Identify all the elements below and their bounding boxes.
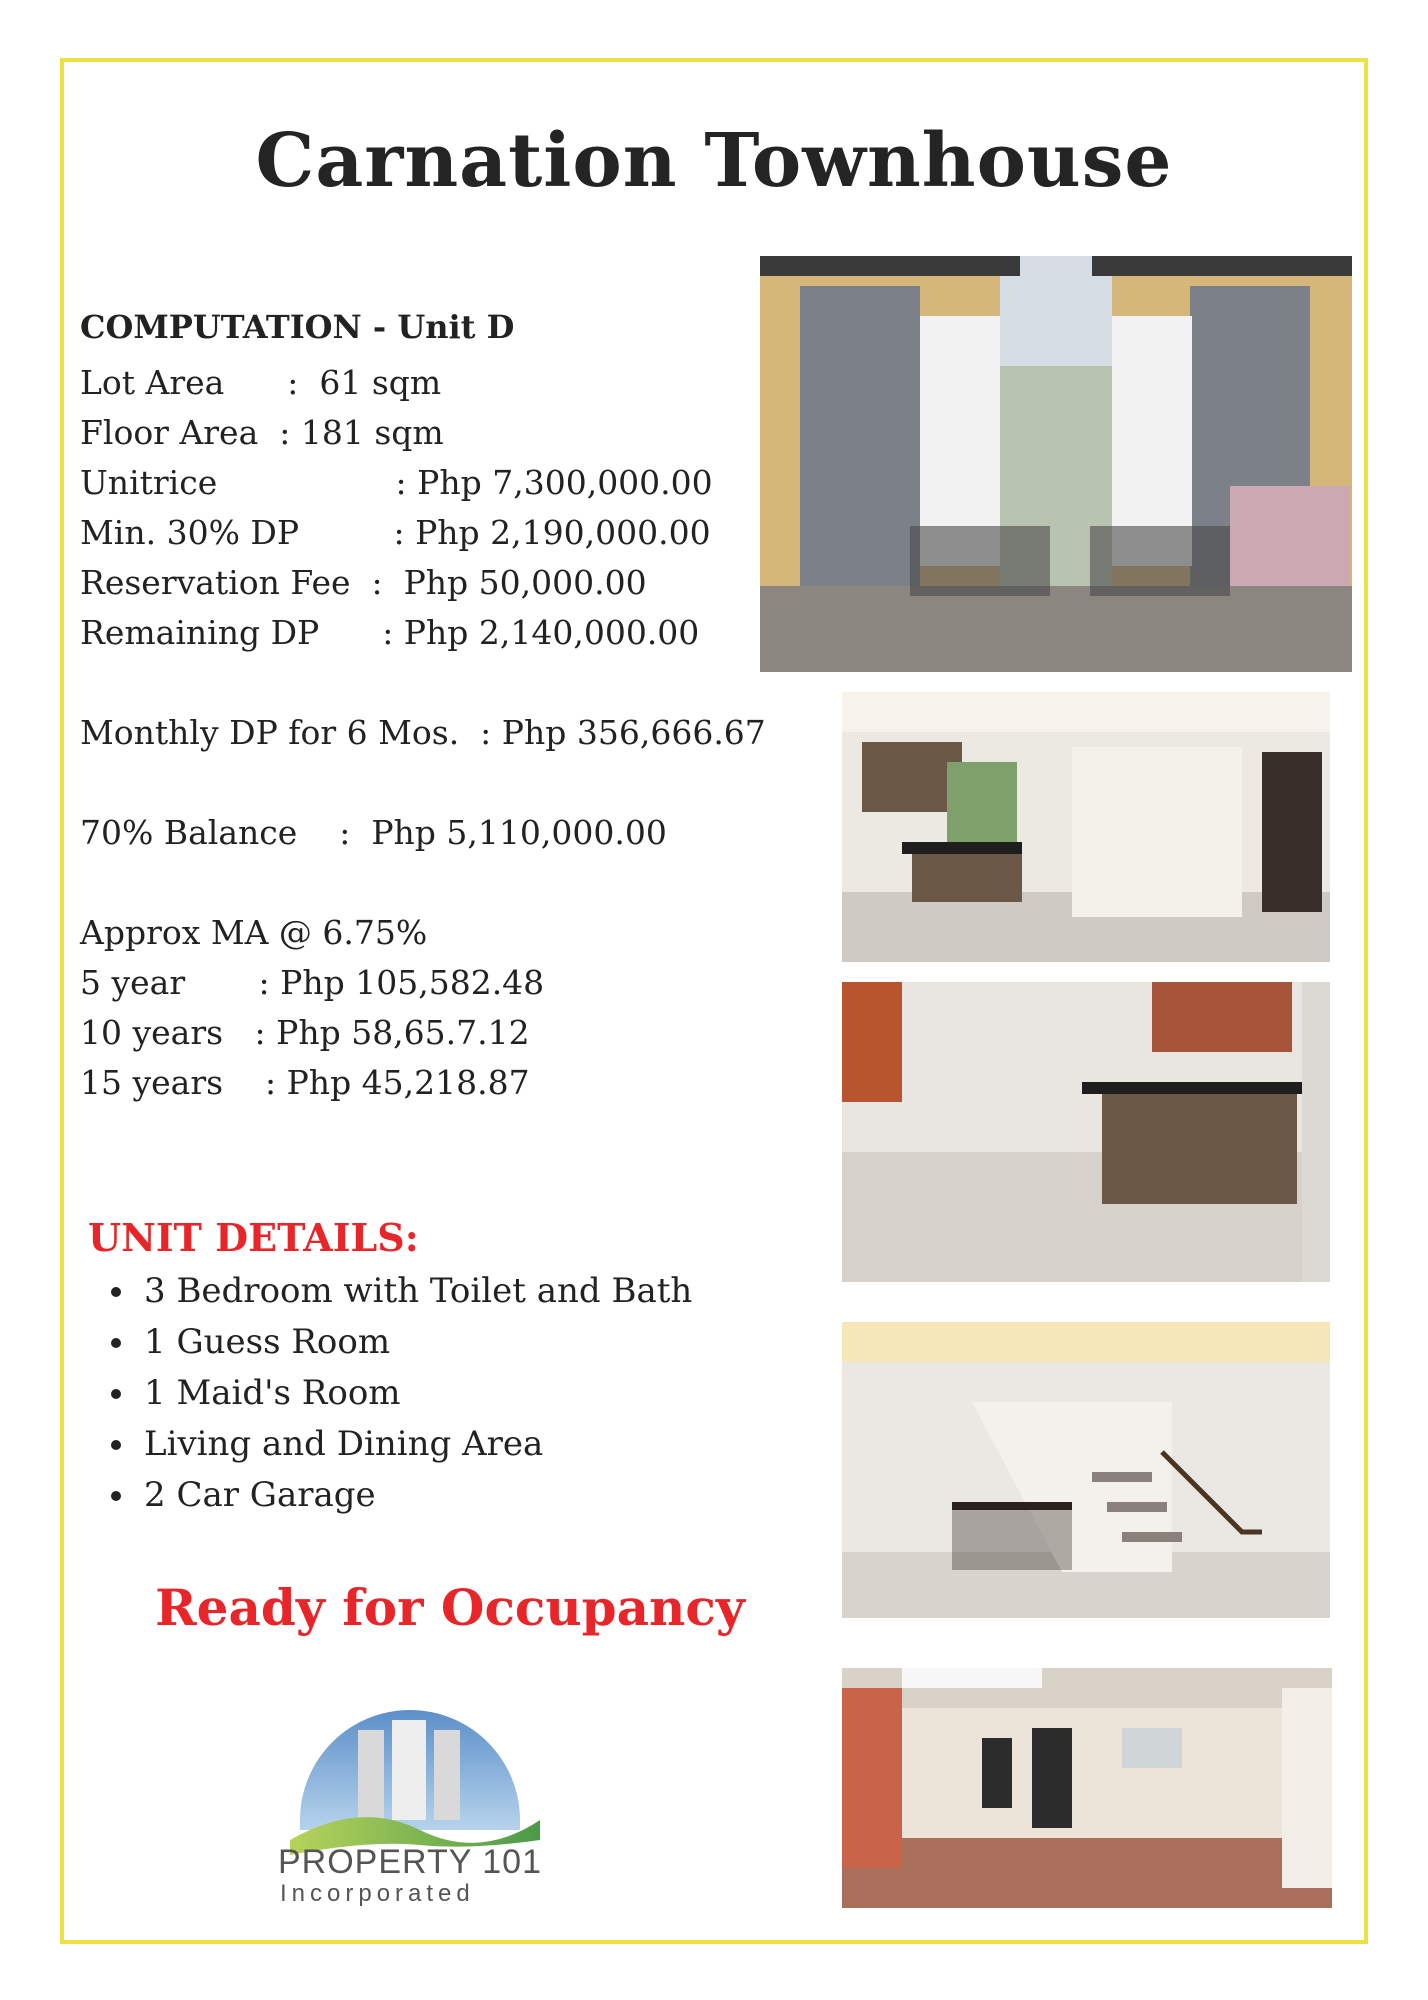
logo-name: PROPERTY 101 [278,1843,542,1881]
list-item: • 1 Guess Room [138,1317,768,1368]
lot-area-row [80,358,760,408]
ma-5-label: 5 year [80,963,259,1002]
ma-10-row [80,1008,760,1058]
list-item: • Living and Dining Area [138,1419,768,1470]
remaining-dp-label: Remaining DP [80,613,383,652]
ma-5-row [80,958,760,1008]
unit-details-heading: UNIT DETAILS: [88,1215,419,1260]
unit-price-label: Unitrice [80,463,396,502]
floor-area-row [80,408,760,458]
balance-label: 70% Balance : [80,813,351,852]
ma-15-label: 15 years [80,1063,265,1102]
min-dp-value: : Php 2,190,000.00 [393,513,711,552]
min-dp-label: Min. 30% DP [80,513,394,552]
balance-row [80,808,760,858]
floor-area-value: 181 sqm [290,413,444,452]
staircase-photo [842,1322,1330,1618]
reservation-fee-label: Reservation Fee : [80,563,383,602]
ma-5-value: : Php 105,582.48 [258,963,545,1002]
list-item: • 1 Maid's Room [138,1368,768,1419]
unit-details-section [88,1210,768,1521]
unit-price-value: : Php 7,300,000.00 [395,463,713,502]
ma-10-value: : Php 58,65.7.12 [254,1013,530,1052]
garage-photo [842,1668,1332,1908]
reservation-fee-row [80,558,760,608]
monthly-dp-value: : Php 356,666.67 [480,713,766,752]
computation-heading: COMPUTATION - Unit D [80,308,515,346]
ma-15-row [80,1058,760,1108]
ready-for-occupancy: Ready for Occupancy [155,1578,745,1637]
monthly-dp-label: Monthly DP for 6 Mos. [80,713,481,752]
computation-section [80,302,766,1108]
building-exterior-photo [760,256,1352,672]
logo-subtitle: Incorporated [280,1880,475,1907]
balance-value: Php 5,110,000.00 [350,813,667,852]
monthly-dp-row [80,708,766,758]
ma-heading: Approx MA @ 6.75% [80,913,428,952]
reservation-fee-value: Php 50,000.00 [382,563,647,602]
remaining-dp-value: : Php 2,140,000.00 [382,613,700,652]
ma-15-value: : Php 45,218.87 [265,1063,530,1102]
min-dp-row [80,508,760,558]
lot-area-label: Lot Area : [80,363,299,402]
unit-details-list [88,1266,768,1521]
list-item: • 3 Bedroom with Toilet and Bath [138,1266,768,1317]
page-title: Carnation Townhouse [255,118,1173,204]
remaining-dp-row [80,608,760,658]
kitchen-photo [842,692,1330,962]
kitchen-counter-photo [842,982,1330,1282]
list-item: • 2 Car Garage [138,1470,768,1521]
ma-10-label: 10 years [80,1013,255,1052]
unit-price-row [80,458,760,508]
floor-area-label: Floor Area : [80,413,291,452]
lot-area-value: 61 sqm [298,363,442,402]
